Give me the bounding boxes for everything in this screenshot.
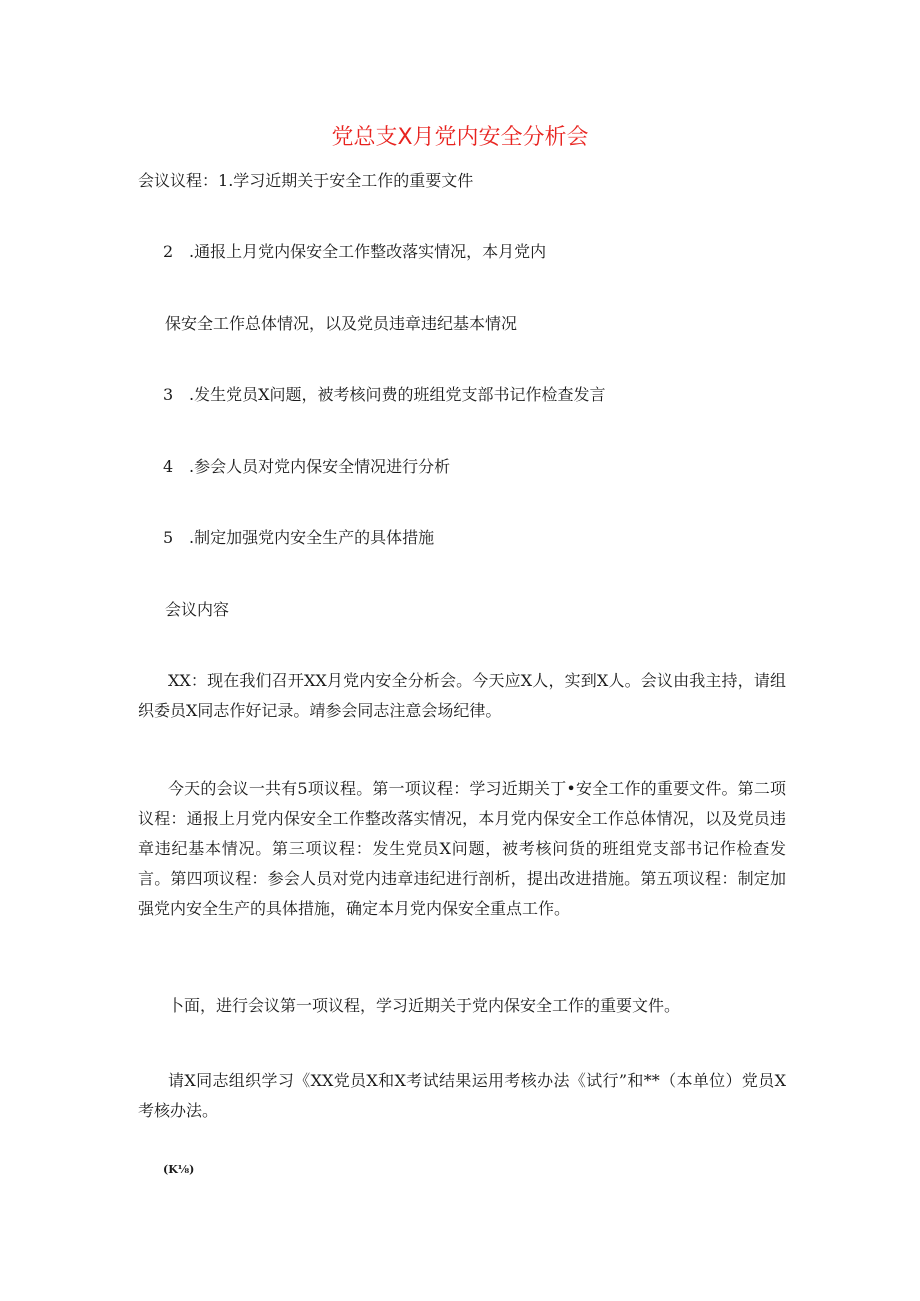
- agenda-item-number: 5: [163, 528, 174, 547]
- paragraph-agenda-summary: 今天的会议一共有5项议程。第一项议程：学习近期关丁•安全工作的重要文件。第二项议程：通报上月党内保安全工作整改落实情况，本月党内保安全工作总体情况，以及党员违章违纪基本情况。第三项议程：发生党员X问题，被考核问货的班组党支部书记作检查发言。第四项议程：参会人员对党内违章违纪进行剖析，提出改进措施。第五项议程：制定加强党内安全生产的具体措施，确定本月党内保安全重点工作。: [138, 779, 786, 918]
- agenda-item-number: 1.: [218, 171, 234, 190]
- agenda-item-number: 4: [163, 457, 174, 476]
- agenda-item-number: 3: [163, 385, 174, 404]
- agenda-item-text: .通报上月党内保安全工作整改落实情况，本月党内: [189, 242, 547, 261]
- agenda-item-text: .发生党员X问题，被考核问费的班组党支部书记作检查发言: [189, 385, 606, 404]
- paragraph-opening: XX：现在我们召开XX月党内安全分析会。今天应X人，实到X人。会议由我主持，请组织委员X同志作好记录。靖参会同志注意会场纪律。: [138, 671, 786, 720]
- agenda-label: 会议议程：: [138, 171, 219, 190]
- agenda-item-text: 保安全工作总体情况，以及党员违章违纪基本情况: [165, 314, 518, 333]
- agenda-line-2: [163, 242, 546, 262]
- paragraph-first-item: 卜面，进行会议第一项议程，学习近期关于党内保安全工作的重要文件。: [168, 996, 681, 1015]
- agenda-line-3: [163, 385, 605, 405]
- footnote-mark: (K⅛): [163, 1163, 195, 1176]
- agenda-item-text: 学习近期关于安全工作的重要文件: [233, 171, 474, 190]
- paragraph-study-request: 请X同志组织学习《XX党员X和X考试结果运用考核办法《试行”和**（本单位）党员X考核办法。: [138, 1071, 786, 1120]
- agenda-item-number: 2: [163, 242, 174, 261]
- agenda-item-text: .参会人员对党内保安全情况进行分析: [189, 457, 451, 476]
- agenda-line-5: [163, 528, 434, 548]
- agenda-line-2-continued: [165, 314, 517, 334]
- document-title: 党总支X月党内安全分析会: [331, 125, 589, 150]
- agenda-item-text: .制定加强党内安全生产的具体措施: [189, 528, 435, 547]
- agenda-line-4: [163, 457, 450, 477]
- agenda-line-1: [138, 171, 473, 191]
- content-heading: 会议内容: [165, 600, 230, 619]
